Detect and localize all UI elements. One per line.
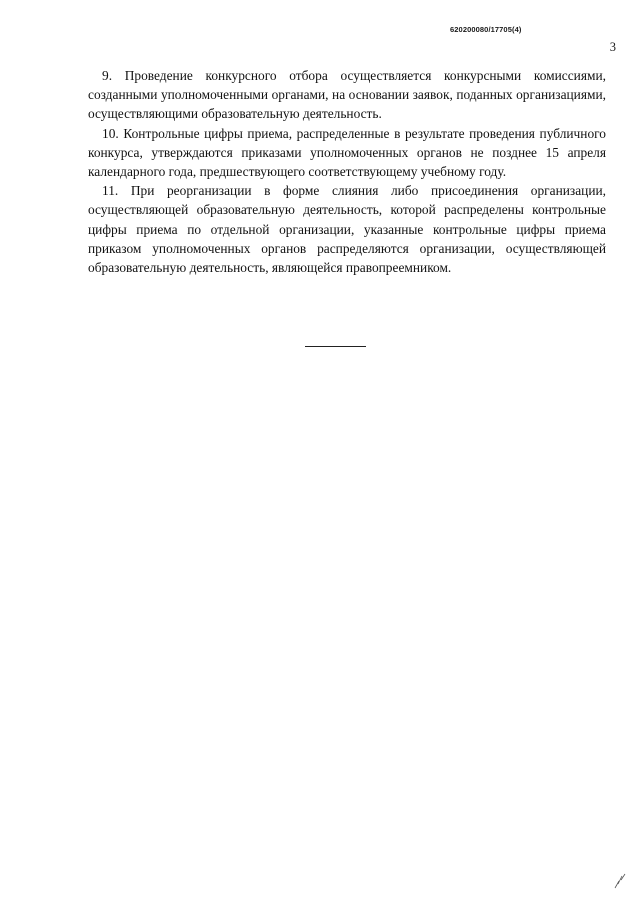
document-body [88, 66, 606, 277]
paragraph-9: 9. Проведение конкурсного отбора осуществляется конкурсными комиссиями, созданными уполномоченными органами, на основании заявок, поданных организациями, осуществляющими образовательную деятельность. [88, 68, 606, 122]
paragraph-10: 10. Контрольные цифры приема, распределенные в результате проведения публичного конкурса, утверждаются приказами уполномоченных органов не позднее 15 апреля календарного года, предшествующего соответствующему учебному году. [88, 125, 606, 180]
closing-divider [305, 346, 366, 347]
page-number: 3 [609, 40, 616, 54]
document-code: 620200080/17705(4) [450, 25, 522, 34]
paragraph-11: 11. При реорганизации в форме слияния либо присоединения организации, осуществляющей образовательную деятельность, которой распределены контрольные цифры приема по отдельной организации, указанные контрольные цифры приема приказом уполномоченных органов распределяются организации, осуществляющей образовательную деятельность, являющейся правопреемником. [88, 183, 606, 276]
handwritten-mark-icon [612, 872, 628, 890]
